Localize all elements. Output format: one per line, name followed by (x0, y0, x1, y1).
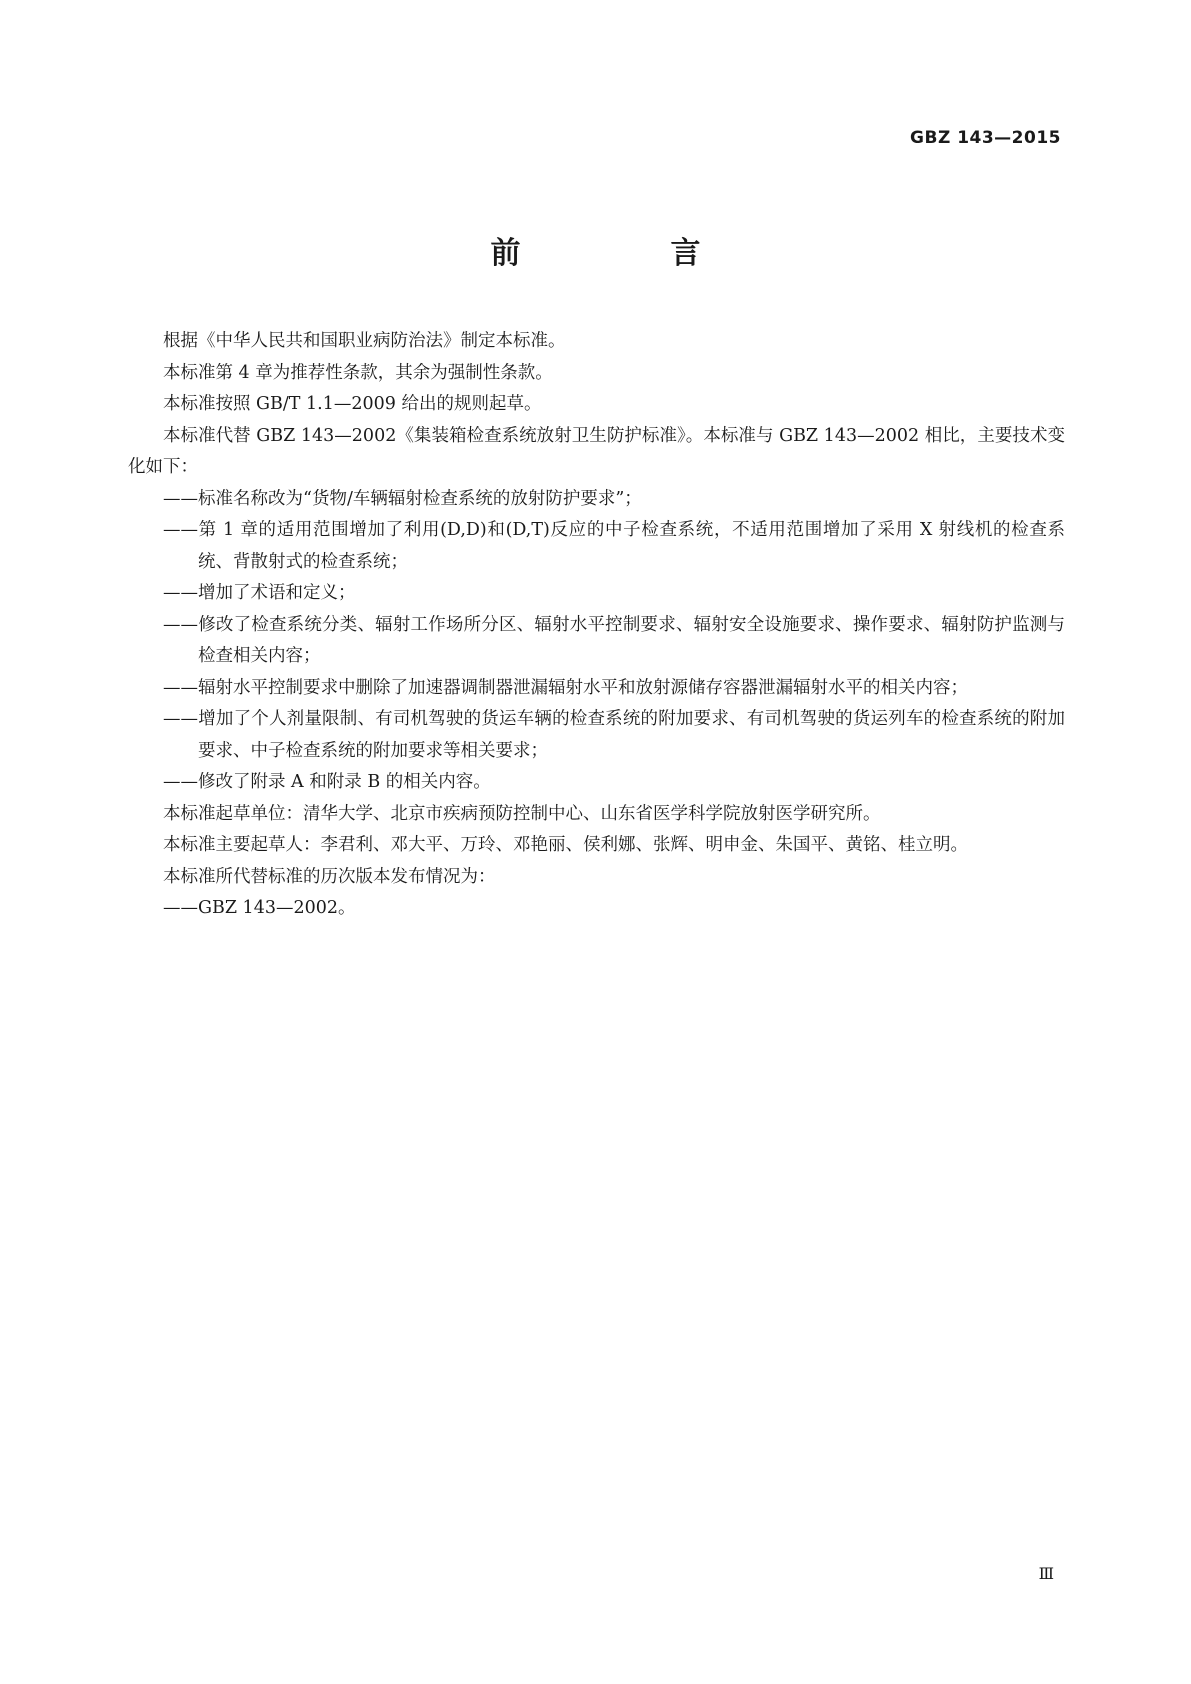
change-item: ——第 1 章的适用范围增加了利用(D,D)和(D,T)反应的中子检查系统，不适用范围增加了采用 X 射线机的检查系统、背散射式的检查系统； (163, 520, 1065, 572)
change-item: ——增加了个人剂量限制、有司机驾驶的货运车辆的检查系统的附加要求、有司机驾驶的货运列车的检查系统的附加要求、中子检查系统的附加要求等相关要求； (163, 709, 1065, 761)
paragraph-legal-basis: 根据《中华人民共和国职业病防治法》制定本标准。 (163, 331, 566, 351)
change-item: ——标准名称改为“货物/车辆辐射检查系统的放射防护要求”； (163, 488, 642, 509)
change-item: ——修改了检查系统分类、辐射工作场所分区、辐射水平控制要求、辐射安全设施要求、操作要求、辐射防护监测与检查相关内容； (163, 614, 1065, 666)
change-item: ——修改了附录 A 和附录 B 的相关内容。 (163, 772, 491, 792)
change-item: ——增加了术语和定义； (163, 583, 356, 603)
page-title: 前 言 (490, 236, 761, 271)
standard-code: GBZ 143—2015 (910, 128, 1061, 148)
paragraph-replacement: 本标准代替 GBZ 143—2002《集装箱检查系统放射卫生防护标准》。本标准与 GBZ 143—2002 相比，主要技术变化如下： (128, 425, 1065, 477)
paragraph-drafting-units: 本标准起草单位：清华大学、北京市疾病预防控制中心、山东省医学科学院放射医学研究所。 (163, 803, 881, 824)
paragraph-clause-nature: 本标准第 4 章为推荐性条款，其余为强制性条款。 (163, 362, 553, 383)
paragraph-drafters: 本标准主要起草人：李君利、邓大平、万玲、邓艳丽、侯利娜、张辉、明申金、朱国平、黄铭、桂立明。 (163, 835, 968, 855)
preface-body (128, 326, 1065, 925)
change-item: ——辐射水平控制要求中删除了加速器调制器泄漏辐射水平和放射源储存容器泄漏辐射水平的相关内容； (163, 677, 968, 698)
page-number: Ⅲ (1038, 1564, 1054, 1583)
paragraph-version-history: 本标准所代替标准的历次版本发布情况为： (163, 866, 496, 887)
paragraph-drafting-rules: 本标准按照 GB/T 1.1—2009 给出的规则起草。 (163, 394, 542, 414)
previous-version-item: ——GBZ 143—2002。 (163, 898, 356, 918)
